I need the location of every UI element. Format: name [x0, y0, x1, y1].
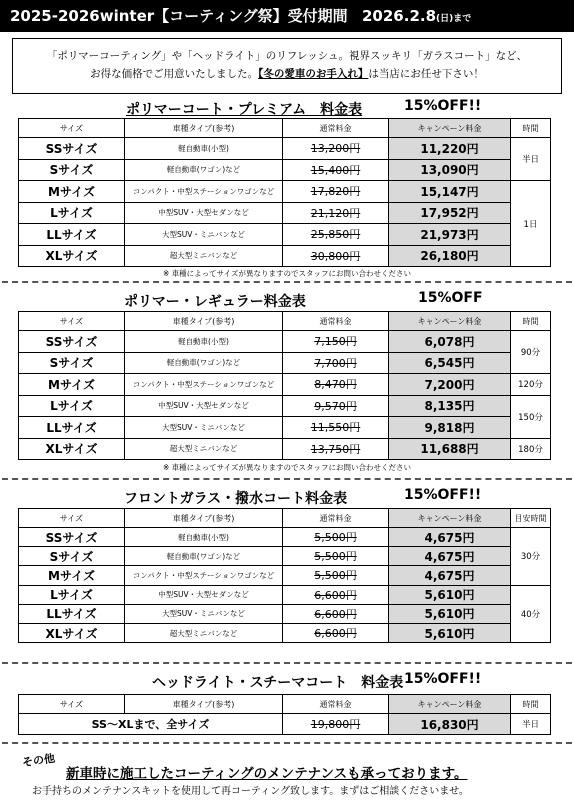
intro-box: [12, 38, 562, 94]
campaign-price-cell: 8,135円: [389, 395, 511, 417]
campaign-price-cell: 17,952円: [389, 202, 511, 224]
type-cell: 大型SUV・ミニバンなど: [125, 417, 283, 439]
col-type-header: 車種タイプ(参考): [125, 509, 283, 528]
type-cell: コンパクト・中型ステーションワゴンなど: [125, 566, 283, 585]
table-row: [19, 224, 551, 246]
size-cell: Mサイズ: [19, 566, 125, 585]
size-cell: Sサイズ: [19, 159, 125, 181]
normal-price-cell: 6,600円: [283, 604, 389, 623]
price-table-premium: [18, 118, 551, 267]
size-cell: XLサイズ: [19, 245, 125, 267]
type-cell: コンパクト・中型ステーションワゴンなど: [125, 374, 283, 396]
intro-line-2-pre: お得な価格でご用意いたしました。: [90, 68, 259, 80]
section-off-glass: 15%OFF!!: [404, 487, 482, 503]
table-row: [19, 623, 551, 642]
normal-price-cell: 6,600円: [283, 623, 389, 642]
table-row: [19, 585, 551, 604]
size-cell: Lサイズ: [19, 585, 125, 604]
col-campaign-header: キャンペーン料金: [389, 119, 511, 138]
normal-price-cell: 30,800円: [283, 245, 389, 267]
table-row: [19, 528, 551, 547]
size-note: ※ 車種によってサイズが異なりますのでスタッフにお問い合わせください: [162, 269, 412, 278]
size-cell: Lサイズ: [19, 395, 125, 417]
table-header-row: [19, 509, 551, 528]
table-row: [19, 547, 551, 566]
type-cell: 軽自動車(ワゴン)など: [125, 159, 283, 181]
size-cell: SSサイズ: [19, 138, 125, 160]
campaign-price-cell: 4,675円: [389, 566, 511, 585]
time-cell: 90分: [511, 331, 551, 374]
price-table-regular: [18, 311, 551, 460]
campaign-price-cell: 4,675円: [389, 547, 511, 566]
intro-line-2-post: は当店にお任せ下さい！: [368, 68, 484, 80]
section-title-regular: ポリマー・レギュラー料金表: [124, 294, 306, 310]
table-header-row: [19, 695, 551, 714]
campaign-price-cell: 11,220円: [389, 138, 511, 160]
deadline-weekday: (日): [436, 14, 454, 24]
size-cell: LLサイズ: [19, 604, 125, 623]
col-type-header: 車種タイプ(参考): [125, 312, 283, 331]
size-cell: SSサイズ: [19, 528, 125, 547]
type-cell: コンパクト・中型ステーションワゴンなど: [125, 181, 283, 203]
intro-highlight: 【冬の愛車のお手入れ】: [258, 68, 369, 80]
col-time-header: 目安時間: [511, 509, 551, 528]
campaign-price-cell: 6,545円: [389, 352, 511, 374]
normal-price-cell: 5,500円: [283, 566, 389, 585]
campaign-price-cell: 9,818円: [389, 417, 511, 439]
col-normal-header: 通常料金: [283, 695, 389, 714]
other-label: その他: [21, 751, 56, 770]
size-cell: Mサイズ: [19, 374, 125, 396]
col-size-header: サイズ: [19, 119, 125, 138]
section-off-premium: 15%OFF!!: [404, 98, 482, 114]
col-time-header: 時間: [511, 312, 551, 331]
type-cell: 大型SUV・ミニバンなど: [125, 224, 283, 246]
campaign-price-cell: 4,675円: [389, 528, 511, 547]
section-divider: [2, 742, 572, 744]
normal-price-cell: 7,700円: [283, 352, 389, 374]
col-normal-header: 通常料金: [283, 119, 389, 138]
normal-price-cell: 21,120円: [283, 202, 389, 224]
section-title-premium: ポリマーコート・プレミアム 料金表: [126, 102, 363, 118]
section-title-headlight: ヘッドライト・スチーマコート 料金表: [152, 675, 404, 691]
normal-price-cell: 19,800円: [283, 714, 389, 735]
table-row: [19, 395, 551, 417]
campaign-price-cell: 21,973円: [389, 224, 511, 246]
all-sizes-cell: SS～XLまで、全サイズ: [19, 714, 283, 735]
table-row: [19, 374, 551, 396]
table-row: [19, 438, 551, 460]
campaign-price-cell: 7,200円: [389, 374, 511, 396]
type-cell: 軽自動車(ワゴン)など: [125, 352, 283, 374]
type-cell: 超大型ミニバンなど: [125, 438, 283, 460]
size-cell: LLサイズ: [19, 417, 125, 439]
size-cell: Sサイズ: [19, 352, 125, 374]
campaign-banner: [0, 0, 574, 32]
size-note: ※ 車種によってサイズが異なりますのでスタッフにお問い合わせください: [162, 463, 412, 472]
campaign-price-cell: 11,688円: [389, 438, 511, 460]
normal-price-cell: 11,550円: [283, 417, 389, 439]
col-campaign-header: キャンペーン料金: [389, 509, 511, 528]
type-cell: 中型SUV・大型セダンなど: [125, 202, 283, 224]
normal-price-cell: 5,500円: [283, 547, 389, 566]
col-type-header: 車種タイプ(参考): [125, 119, 283, 138]
time-cell: 30分: [511, 528, 551, 586]
type-cell: 軽自動車(ワゴン)など: [125, 547, 283, 566]
campaign-price-cell: 6,078円: [389, 331, 511, 353]
price-table-glass: [18, 508, 551, 643]
table-header-row: [19, 312, 551, 331]
type-cell: 軽自動車(小型): [125, 528, 283, 547]
campaign-price-cell: 26,180円: [389, 245, 511, 267]
normal-price-cell: 13,750円: [283, 438, 389, 460]
col-campaign-header: キャンペーン料金: [389, 312, 511, 331]
section-off-headlight: 15%OFF!!: [404, 671, 482, 687]
table-header-row: [19, 119, 551, 138]
table-row: [19, 181, 551, 203]
normal-price-cell: 7,150円: [283, 331, 389, 353]
table-row: [19, 159, 551, 181]
price-table-headlight: [18, 694, 551, 735]
campaign-price-cell: 16,830円: [389, 714, 511, 735]
section-divider: [2, 281, 572, 283]
time-cell: 40分: [511, 585, 551, 643]
campaign-price-cell: 13,090円: [389, 159, 511, 181]
table-row: [19, 604, 551, 623]
size-cell: SSサイズ: [19, 331, 125, 353]
table-row: [19, 245, 551, 267]
other-main-text: 新車時に施工したコーティングのメンテナンスも承っております。: [66, 766, 468, 782]
table-row: [19, 202, 551, 224]
time-cell: 120分: [511, 374, 551, 396]
size-cell: LLサイズ: [19, 224, 125, 246]
table-row: [19, 138, 551, 160]
normal-price-cell: 8,470円: [283, 374, 389, 396]
normal-price-cell: 17,820円: [283, 181, 389, 203]
deadline-date: 2026.2.8: [362, 7, 437, 25]
section-divider: [2, 662, 572, 664]
type-cell: 中型SUV・大型セダンなど: [125, 585, 283, 604]
size-cell: XLサイズ: [19, 623, 125, 642]
normal-price-cell: 15,400円: [283, 159, 389, 181]
section-divider: [2, 478, 572, 480]
campaign-price-cell: 5,610円: [389, 604, 511, 623]
col-normal-header: 通常料金: [283, 312, 389, 331]
time-cell: 半日: [511, 714, 551, 735]
col-normal-header: 通常料金: [283, 509, 389, 528]
col-size-header: サイズ: [19, 312, 125, 331]
table-row: [19, 331, 551, 353]
normal-price-cell: 25,850円: [283, 224, 389, 246]
banner-deadline: [362, 0, 471, 35]
table-row: [19, 417, 551, 439]
banner-title: 2025-2026winter【コーティング祭】受付期間: [10, 7, 348, 25]
normal-price-cell: 6,600円: [283, 585, 389, 604]
time-cell: 150分: [511, 395, 551, 438]
campaign-price-cell: 5,610円: [389, 623, 511, 642]
col-time-header: 時間: [511, 119, 551, 138]
col-size-header: サイズ: [19, 695, 125, 714]
normal-price-cell: 5,500円: [283, 528, 389, 547]
size-cell: Mサイズ: [19, 181, 125, 203]
campaign-price-cell: 5,610円: [389, 585, 511, 604]
normal-price-cell: 9,570円: [283, 395, 389, 417]
time-cell: 180分: [511, 438, 551, 460]
section-off-regular: 15%OFF: [418, 290, 483, 306]
section-title-glass: フロントガラス・撥水コート料金表: [124, 491, 348, 507]
other-sub-text: お手持ちのメンテナンスキットを使用して再コーティング致します。まずはご相談くださいませ。: [32, 786, 469, 797]
size-cell: Sサイズ: [19, 547, 125, 566]
time-cell: 1日: [511, 181, 551, 267]
type-cell: 大型SUV・ミニバンなど: [125, 604, 283, 623]
col-campaign-header: キャンペーン料金: [389, 695, 511, 714]
intro-line-2: [13, 65, 561, 83]
type-cell: 超大型ミニバンなど: [125, 623, 283, 642]
time-cell: 半日: [511, 138, 551, 181]
table-row: [19, 566, 551, 585]
deadline-suffix: まで: [453, 14, 472, 24]
type-cell: 超大型ミニバンなど: [125, 245, 283, 267]
table-row: [19, 352, 551, 374]
col-size-header: サイズ: [19, 509, 125, 528]
type-cell: 軽自動車(小型): [125, 138, 283, 160]
type-cell: 中型SUV・大型セダンなど: [125, 395, 283, 417]
table-row: [19, 714, 551, 735]
col-type-header: 車種タイプ(参考): [125, 695, 283, 714]
type-cell: 軽自動車(小型): [125, 331, 283, 353]
normal-price-cell: 13,200円: [283, 138, 389, 160]
size-cell: Lサイズ: [19, 202, 125, 224]
col-time-header: 時間: [511, 695, 551, 714]
intro-line-1: 「ポリマーコーティング」や「ヘッドライト」のリフレッシュ。視界スッキリ「ガラスコート」など、: [46, 50, 528, 62]
campaign-price-cell: 15,147円: [389, 181, 511, 203]
size-cell: XLサイズ: [19, 438, 125, 460]
